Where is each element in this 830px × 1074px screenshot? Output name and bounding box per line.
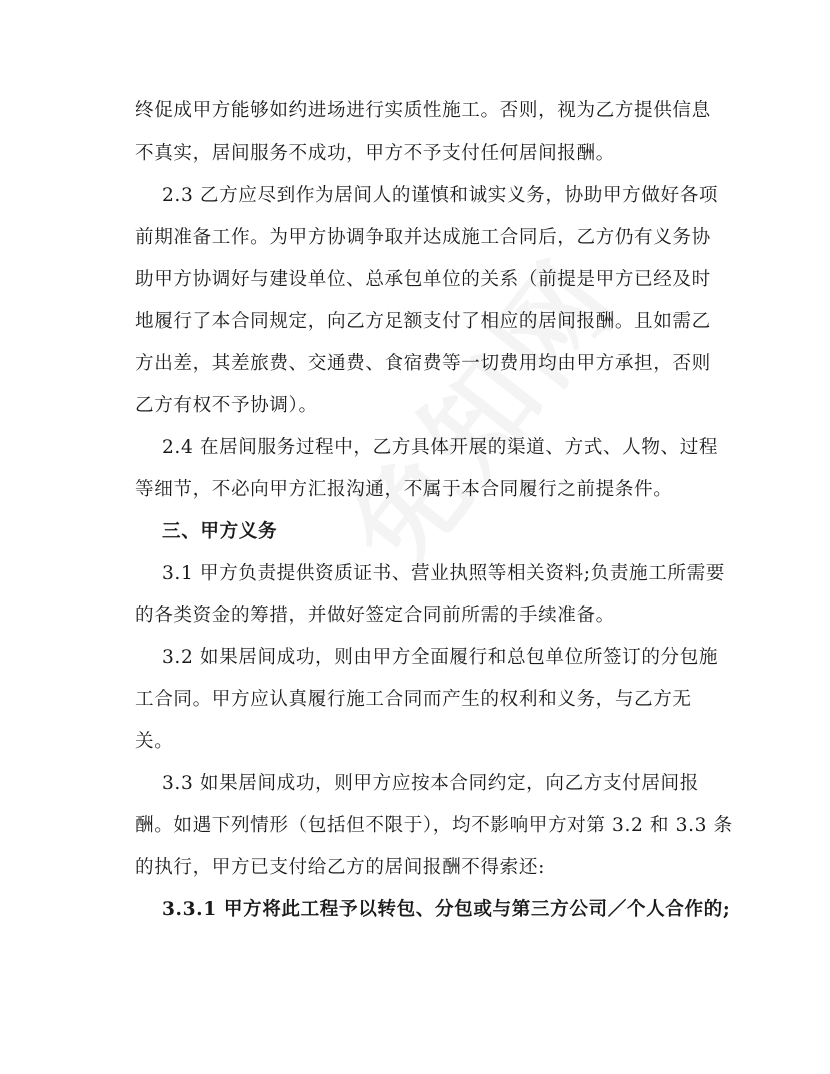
text-line-16: 关。 xyxy=(135,731,174,752)
text-line-19: 的执行，甲方已支付给乙方的居间报酬不得索还: xyxy=(135,857,545,878)
section-heading-3: 三、甲方义务 xyxy=(162,521,278,542)
text-line-2: 不真实，居间服务不成功，甲方不予支付任何居间报酬。 xyxy=(135,143,615,164)
text-line-1: 终促成甲方能够如约进场进行实质性施工。否则，视为乙方提供信息 xyxy=(135,100,711,121)
text-line-6: 地履行了本合同规定，向乙方足额支付了相应的居间报酬。且如需乙 xyxy=(135,311,711,332)
text-line-15: 工合同。甲方应认真履行施工合同而产生的权利和义务，与乙方无 xyxy=(135,689,692,710)
text-line-4: 前期准备工作。为甲方协调争取并达成施工合同后，乙方仍有义务协 xyxy=(135,227,711,248)
text-line-5: 助甲方协调好与建设单位、总承包单位的关系（前提是甲方已经及时 xyxy=(135,269,711,290)
text-line-13: 的各类资金的筹措，并做好签定合同前所需的手续准备。 xyxy=(135,605,615,626)
section-3-3-1: 3.3.1 甲方将此工程予以转包、分包或与第三方公司／个人合作的; xyxy=(162,899,731,920)
text-line-7: 方出差，其差旅费、交通费、食宿费等一切费用均由甲方承担，否则 xyxy=(135,353,711,374)
text-line-18: 酬。如遇下列情形（包括但不限于），均不影响甲方对第 3.2 和 3.3 条 xyxy=(135,815,733,836)
section-3-2: 3.2 如果居间成功，则由甲方全面履行和总包单位所签订的分包施 xyxy=(162,647,719,668)
section-2-4: 2.4 在居间服务过程中，乙方具体开展的渠道、方式、人物、过程 xyxy=(162,437,719,458)
text-line-10: 等细节，不必向甲方汇报沟通，不属于本合同履行之前提条件。 xyxy=(135,479,673,500)
text-line-8: 乙方有权不予协调）。 xyxy=(135,395,318,416)
section-3-1: 3.1 甲方负责提供资质证书、营业执照等相关资料;负责施工所需要 xyxy=(162,563,725,584)
section-3-3: 3.3 如果居间成功，则甲方应按本合同约定，向乙方支付居间报 xyxy=(162,773,699,794)
section-2-3: 2.3 乙方应尽到作为居间人的谨慎和诚实义务，协助甲方做好各项 xyxy=(162,185,719,206)
